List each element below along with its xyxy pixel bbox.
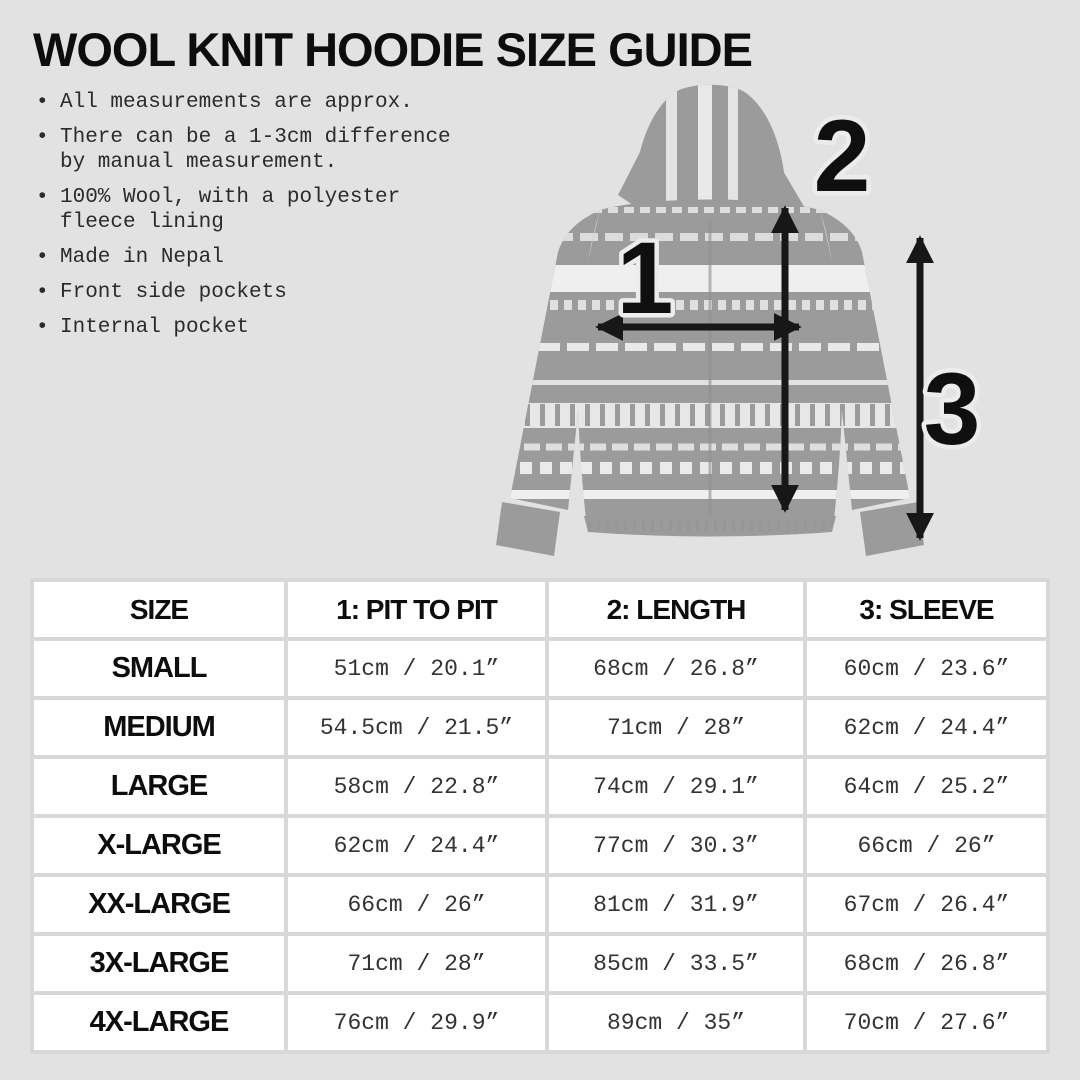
feature-item — [36, 125, 460, 175]
sleeve-cell: 66cm / 26” — [807, 818, 1046, 873]
bullet-icon: • — [36, 246, 49, 269]
length-cell: 74cm / 29.1” — [549, 759, 803, 814]
table-row — [34, 641, 1046, 696]
page-title: WOOL KNIT HOODIE SIZE GUIDE — [33, 23, 752, 76]
hem-band — [584, 516, 836, 537]
length-cell: 81cm / 31.9” — [549, 877, 803, 932]
length-cell: 89cm / 35” — [549, 995, 803, 1050]
pit-cell: 51cm / 20.1” — [288, 641, 545, 696]
size-cell: X-LARGE — [34, 818, 284, 873]
feature-item — [36, 245, 460, 270]
measure-label-3: 3 — [923, 352, 981, 466]
hoodie-illustration — [460, 60, 1080, 580]
measure-label-1: 1 — [616, 221, 674, 335]
column-header-pit-to-pit: 1: PIT TO PIT — [288, 582, 545, 637]
length-cell: 71cm / 28” — [549, 700, 803, 755]
feature-text: Internal pocket — [60, 316, 250, 339]
column-header-length: 2: LENGTH — [549, 582, 803, 637]
table-row — [34, 759, 1046, 814]
pit-cell: 58cm / 22.8” — [288, 759, 545, 814]
length-cell: 85cm / 33.5” — [549, 936, 803, 991]
feature-list — [36, 90, 460, 350]
sleeve-cell: 64cm / 25.2” — [807, 759, 1046, 814]
pit-cell: 62cm / 24.4” — [288, 818, 545, 873]
sleeve-cell: 70cm / 27.6” — [807, 995, 1046, 1050]
measure-label-2: 2 — [813, 99, 871, 213]
table-row — [34, 995, 1046, 1050]
table-row — [34, 818, 1046, 873]
column-header-sleeve: 3: SLEEVE — [807, 582, 1046, 637]
table-row — [34, 700, 1046, 755]
sleeve-cell: 62cm / 24.4” — [807, 700, 1046, 755]
size-cell: MEDIUM — [34, 700, 284, 755]
bullet-icon: • — [36, 281, 49, 304]
bullet-icon: • — [36, 91, 49, 114]
pit-cell: 71cm / 28” — [288, 936, 545, 991]
feature-text: Made in Nepal — [60, 246, 224, 269]
size-cell: LARGE — [34, 759, 284, 814]
table-row — [34, 936, 1046, 991]
feature-text: All measurements are approx. — [60, 91, 413, 114]
bullet-icon: • — [36, 186, 49, 209]
feature-item — [36, 315, 460, 340]
pit-cell: 54.5cm / 21.5” — [288, 700, 545, 755]
feature-text: There can be a 1-3cm difference by manual measurement. — [60, 126, 451, 174]
feature-text: Front side pockets — [60, 281, 287, 304]
feature-item — [36, 185, 460, 235]
sleeve-cell: 60cm / 23.6” — [807, 641, 1046, 696]
feature-text: 100% Wool, with a polyester fleece lining — [60, 186, 401, 234]
size-cell: 3X-LARGE — [34, 936, 284, 991]
sleeve-cell: 67cm / 26.4” — [807, 877, 1046, 932]
length-cell: 68cm / 26.8” — [549, 641, 803, 696]
length-cell: 77cm / 30.3” — [549, 818, 803, 873]
cuff-right — [860, 502, 924, 556]
header-row — [34, 582, 1046, 637]
sleeve-cell: 68cm / 26.8” — [807, 936, 1046, 991]
size-chart-table — [30, 578, 1050, 1054]
bullet-icon: • — [36, 316, 49, 339]
column-header-size: SIZE — [34, 582, 284, 637]
pit-cell: 66cm / 26” — [288, 877, 545, 932]
size-cell: 4X-LARGE — [34, 995, 284, 1050]
bullet-icon: • — [36, 126, 49, 149]
size-cell: SMALL — [34, 641, 284, 696]
table-row — [34, 877, 1046, 932]
hoodie-garment — [480, 78, 940, 556]
feature-item — [36, 90, 460, 115]
cuff-left — [496, 502, 560, 556]
size-cell: XX-LARGE — [34, 877, 284, 932]
pit-cell: 76cm / 29.9” — [288, 995, 545, 1050]
feature-item — [36, 280, 460, 305]
